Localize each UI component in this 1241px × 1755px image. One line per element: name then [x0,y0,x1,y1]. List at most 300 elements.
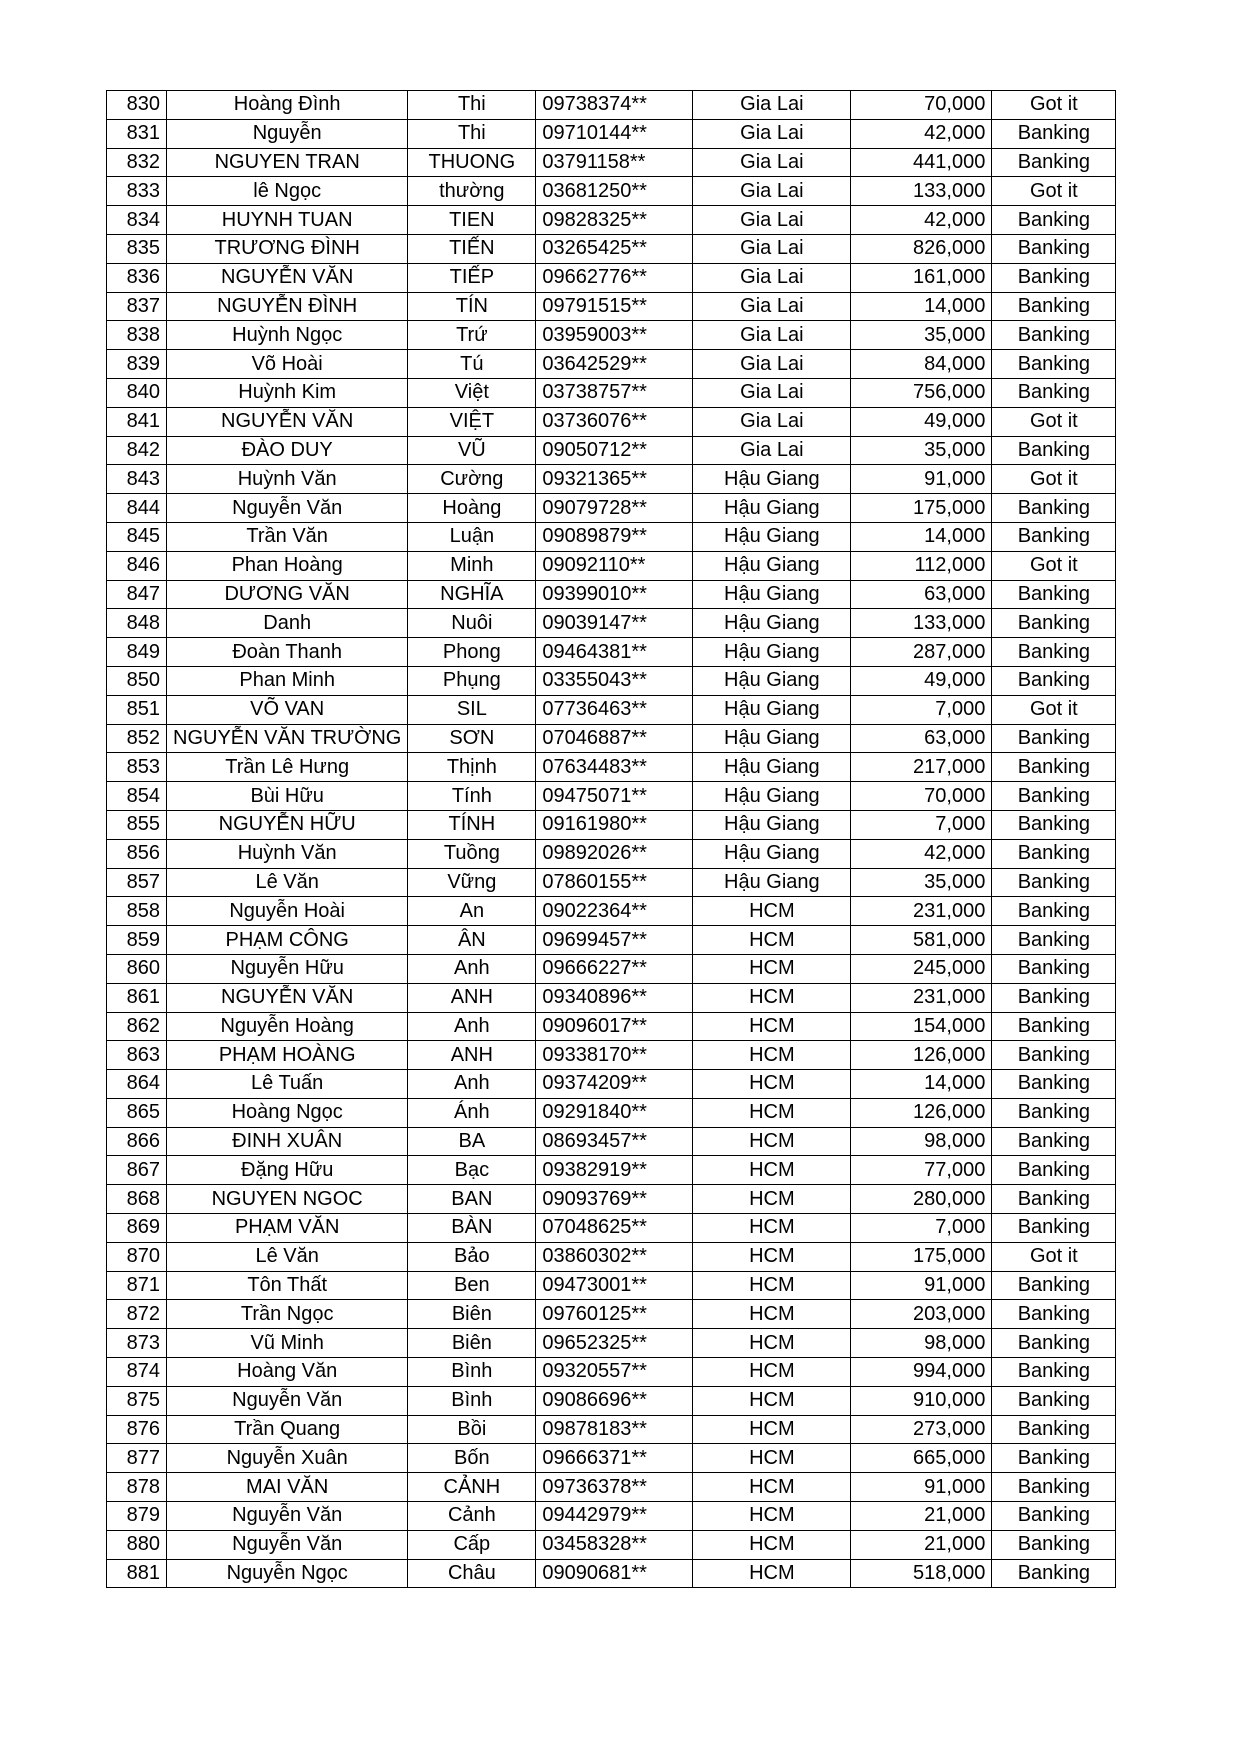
amount-cell: 91,000 [851,1271,992,1300]
last-name-cell: MAI VĂN [167,1473,408,1502]
amount-cell: 70,000 [851,782,992,811]
last-name-cell: Hoàng Văn [167,1358,408,1387]
amount-cell: 21,000 [851,1502,992,1531]
first-name-cell: Biên [408,1329,536,1358]
phone-cell: 09093769** [536,1185,693,1214]
phone-cell: 09090681** [536,1559,693,1588]
first-name-cell: Bình [408,1386,536,1415]
table-row [107,666,1116,695]
row-number: 863 [107,1041,167,1070]
amount-cell: 63,000 [851,724,992,753]
row-number: 860 [107,954,167,983]
amount-cell: 7,000 [851,810,992,839]
phone-cell: 09022364** [536,897,693,926]
first-name-cell: Tuồng [408,839,536,868]
table-row [107,494,1116,523]
first-name-cell: VIỆT [408,407,536,436]
phone-cell: 09096017** [536,1012,693,1041]
amount-cell: 7,000 [851,1214,992,1243]
last-name-cell: TRƯƠNG ĐÌNH [167,234,408,263]
payment-method-cell: Banking [992,148,1116,177]
amount-cell: 203,000 [851,1300,992,1329]
province-cell: HCM [693,1070,851,1099]
province-cell: HCM [693,1530,851,1559]
last-name-cell: Nguyễn Ngọc [167,1559,408,1588]
payment-method-cell: Banking [992,1329,1116,1358]
province-cell: Hậu Giang [693,695,851,724]
table-row [107,321,1116,350]
amount-cell: 98,000 [851,1329,992,1358]
last-name-cell: Hoàng Đình [167,91,408,120]
province-cell: Gia Lai [693,407,851,436]
payment-method-cell: Banking [992,1271,1116,1300]
phone-cell: 03681250** [536,177,693,206]
last-name-cell: Lê Văn [167,868,408,897]
table-row [107,1214,1116,1243]
row-number: 831 [107,119,167,148]
payment-method-cell: Got it [992,1242,1116,1271]
payment-method-cell: Banking [992,1127,1116,1156]
amount-cell: 441,000 [851,148,992,177]
amount-cell: 175,000 [851,494,992,523]
first-name-cell: ÂN [408,926,536,955]
table-row [107,1300,1116,1329]
last-name-cell: VÕ VAN [167,695,408,724]
first-name-cell: Luận [408,522,536,551]
first-name-cell: Anh [408,1012,536,1041]
first-name-cell: Bốn [408,1444,536,1473]
phone-cell: 09039147** [536,609,693,638]
row-number: 845 [107,522,167,551]
table-row [107,1358,1116,1387]
amount-cell: 287,000 [851,638,992,667]
payment-method-cell: Banking [992,522,1116,551]
last-name-cell: DƯƠNG VĂN [167,580,408,609]
last-name-cell: Nguyễn Hoài [167,897,408,926]
province-cell: HCM [693,1358,851,1387]
payment-method-cell: Banking [992,321,1116,350]
row-number: 833 [107,177,167,206]
first-name-cell: Ben [408,1271,536,1300]
amount-cell: 154,000 [851,1012,992,1041]
amount-cell: 14,000 [851,292,992,321]
payment-method-cell: Banking [992,263,1116,292]
last-name-cell: NGUYỄN ĐÌNH [167,292,408,321]
last-name-cell: Nguyễn Văn [167,1530,408,1559]
phone-cell: 07736463** [536,695,693,724]
table-body [107,91,1116,1588]
last-name-cell: Đặng Hữu [167,1156,408,1185]
payment-method-cell: Banking [992,954,1116,983]
row-number: 830 [107,91,167,120]
first-name-cell: ANH [408,983,536,1012]
amount-cell: 70,000 [851,91,992,120]
first-name-cell: SƠN [408,724,536,753]
table-row [107,839,1116,868]
amount-cell: 280,000 [851,1185,992,1214]
table-row [107,983,1116,1012]
last-name-cell: Nguyễn Xuân [167,1444,408,1473]
phone-cell: 09710144** [536,119,693,148]
payment-method-cell: Banking [992,1473,1116,1502]
row-number: 874 [107,1358,167,1387]
table-row [107,148,1116,177]
payment-method-cell: Banking [992,1214,1116,1243]
amount-cell: 112,000 [851,551,992,580]
province-cell: HCM [693,1012,851,1041]
table-row [107,522,1116,551]
last-name-cell: PHẠM CÔNG [167,926,408,955]
first-name-cell: BÀN [408,1214,536,1243]
payment-method-cell: Banking [992,810,1116,839]
first-name-cell: ANH [408,1041,536,1070]
amount-cell: 91,000 [851,1473,992,1502]
table-row [107,897,1116,926]
last-name-cell: Huỳnh Văn [167,839,408,868]
province-cell: HCM [693,1300,851,1329]
payment-method-cell: Banking [992,580,1116,609]
province-cell: Hậu Giang [693,868,851,897]
payment-method-cell: Got it [992,551,1116,580]
first-name-cell: Phong [408,638,536,667]
table-row [107,753,1116,782]
payment-method-cell: Banking [992,1300,1116,1329]
phone-cell: 09320557** [536,1358,693,1387]
phone-cell: 09340896** [536,983,693,1012]
province-cell: Gia Lai [693,436,851,465]
phone-cell: 09828325** [536,206,693,235]
first-name-cell: Minh [408,551,536,580]
payment-method-cell: Banking [992,1098,1116,1127]
row-number: 848 [107,609,167,638]
province-cell: Gia Lai [693,148,851,177]
amount-cell: 910,000 [851,1386,992,1415]
row-number: 838 [107,321,167,350]
phone-cell: 08693457** [536,1127,693,1156]
table-row [107,782,1116,811]
row-number: 865 [107,1098,167,1127]
table-row [107,810,1116,839]
payment-method-cell: Got it [992,177,1116,206]
payment-method-cell: Banking [992,897,1116,926]
province-cell: HCM [693,926,851,955]
amount-cell: 994,000 [851,1358,992,1387]
first-name-cell: Thịnh [408,753,536,782]
amount-cell: 217,000 [851,753,992,782]
row-number: 852 [107,724,167,753]
last-name-cell: Nguyễn Hữu [167,954,408,983]
phone-cell: 09374209** [536,1070,693,1099]
row-number: 843 [107,465,167,494]
phone-cell: 09892026** [536,839,693,868]
amount-cell: 42,000 [851,839,992,868]
row-number: 859 [107,926,167,955]
amount-cell: 91,000 [851,465,992,494]
amount-cell: 98,000 [851,1127,992,1156]
phone-cell: 09738374** [536,91,693,120]
first-name-cell: Phụng [408,666,536,695]
last-name-cell: NGUYỄN VĂN [167,983,408,1012]
phone-cell: 07048625** [536,1214,693,1243]
first-name-cell: Cường [408,465,536,494]
amount-cell: 665,000 [851,1444,992,1473]
amount-cell: 175,000 [851,1242,992,1271]
last-name-cell: ĐINH XUÂN [167,1127,408,1156]
phone-cell: 09760125** [536,1300,693,1329]
amount-cell: 245,000 [851,954,992,983]
province-cell: Gia Lai [693,91,851,120]
province-cell: HCM [693,1214,851,1243]
payment-method-cell: Banking [992,638,1116,667]
province-cell: HCM [693,1502,851,1531]
province-cell: HCM [693,1041,851,1070]
row-number: 876 [107,1415,167,1444]
phone-cell: 07046887** [536,724,693,753]
payment-method-cell: Banking [992,724,1116,753]
first-name-cell: Bình [408,1358,536,1387]
row-number: 836 [107,263,167,292]
row-number: 869 [107,1214,167,1243]
first-name-cell: Châu [408,1559,536,1588]
table-row [107,350,1116,379]
table-row [107,1271,1116,1300]
row-number: 839 [107,350,167,379]
table-row [107,1502,1116,1531]
payment-method-cell: Banking [992,1559,1116,1588]
payment-method-cell: Banking [992,666,1116,695]
payment-method-cell: Banking [992,839,1116,868]
table-row [107,638,1116,667]
phone-cell: 03860302** [536,1242,693,1271]
first-name-cell: thường [408,177,536,206]
province-cell: Hậu Giang [693,609,851,638]
amount-cell: 133,000 [851,177,992,206]
row-number: 834 [107,206,167,235]
amount-cell: 63,000 [851,580,992,609]
payment-method-cell: Got it [992,91,1116,120]
phone-cell: 09338170** [536,1041,693,1070]
amount-cell: 77,000 [851,1156,992,1185]
row-number: 880 [107,1530,167,1559]
table-row [107,724,1116,753]
amount-cell: 35,000 [851,436,992,465]
first-name-cell: Việt [408,378,536,407]
table-row [107,292,1116,321]
amount-cell: 826,000 [851,234,992,263]
row-number: 881 [107,1559,167,1588]
first-name-cell: TIẾP [408,263,536,292]
amount-cell: 133,000 [851,609,992,638]
province-cell: Hậu Giang [693,580,851,609]
payment-method-cell: Banking [992,436,1116,465]
phone-cell: 09791515** [536,292,693,321]
last-name-cell: Phan Hoàng [167,551,408,580]
payment-method-cell: Got it [992,695,1116,724]
last-name-cell: Danh [167,609,408,638]
table-row [107,1156,1116,1185]
last-name-cell: Trần Ngọc [167,1300,408,1329]
amount-cell: 42,000 [851,119,992,148]
phone-cell: 03265425** [536,234,693,263]
phone-cell: 09666227** [536,954,693,983]
table-row [107,436,1116,465]
province-cell: Gia Lai [693,263,851,292]
phone-cell: 03791158** [536,148,693,177]
last-name-cell: Huỳnh Kim [167,378,408,407]
last-name-cell: Phan Minh [167,666,408,695]
row-number: 877 [107,1444,167,1473]
last-name-cell: HUYNH TUAN [167,206,408,235]
phone-cell: 09652325** [536,1329,693,1358]
row-number: 832 [107,148,167,177]
amount-cell: 126,000 [851,1098,992,1127]
last-name-cell: Võ Hoài [167,350,408,379]
phone-cell: 09086696** [536,1386,693,1415]
row-number: 847 [107,580,167,609]
row-number: 853 [107,753,167,782]
province-cell: Gia Lai [693,292,851,321]
payment-method-cell: Banking [992,206,1116,235]
phone-cell: 09699457** [536,926,693,955]
table-row [107,551,1116,580]
row-number: 873 [107,1329,167,1358]
first-name-cell: Trứ [408,321,536,350]
amount-cell: 14,000 [851,1070,992,1099]
last-name-cell: NGUYỄN VĂN TRƯỜNG [167,724,408,753]
phone-cell: 09399010** [536,580,693,609]
row-number: 875 [107,1386,167,1415]
table-row [107,465,1116,494]
province-cell: Hậu Giang [693,666,851,695]
row-number: 844 [107,494,167,523]
first-name-cell: Cấp [408,1530,536,1559]
payment-method-cell: Banking [992,1156,1116,1185]
first-name-cell: Hoàng [408,494,536,523]
amount-cell: 126,000 [851,1041,992,1070]
first-name-cell: BAN [408,1185,536,1214]
row-number: 857 [107,868,167,897]
table-row [107,177,1116,206]
row-number: 858 [107,897,167,926]
province-cell: Gia Lai [693,350,851,379]
province-cell: HCM [693,1098,851,1127]
last-name-cell: NGUYỄN VĂN [167,407,408,436]
last-name-cell: PHẠM VĂN [167,1214,408,1243]
phone-cell: 09079728** [536,494,693,523]
phone-cell: 09382919** [536,1156,693,1185]
last-name-cell: NGUYỄN VĂN [167,263,408,292]
phone-cell: 07634483** [536,753,693,782]
first-name-cell: TÍN [408,292,536,321]
amount-cell: 49,000 [851,666,992,695]
payment-method-cell: Got it [992,465,1116,494]
table-row [107,407,1116,436]
payment-method-cell: Got it [992,407,1116,436]
payment-method-cell: Banking [992,1012,1116,1041]
amount-cell: 14,000 [851,522,992,551]
province-cell: HCM [693,1559,851,1588]
last-name-cell: Bùi Hữu [167,782,408,811]
province-cell: Hậu Giang [693,638,851,667]
province-cell: Hậu Giang [693,839,851,868]
province-cell: Hậu Giang [693,522,851,551]
payment-method-cell: Banking [992,1415,1116,1444]
last-name-cell: ĐÀO DUY [167,436,408,465]
last-name-cell: Nguyễn Văn [167,1386,408,1415]
phone-cell: 09291840** [536,1098,693,1127]
first-name-cell: TÍNH [408,810,536,839]
phone-cell: 09161980** [536,810,693,839]
table-row [107,1329,1116,1358]
phone-cell: 09736378** [536,1473,693,1502]
payment-method-cell: Banking [992,1185,1116,1214]
row-number: 840 [107,378,167,407]
first-name-cell: VŨ [408,436,536,465]
province-cell: Gia Lai [693,234,851,263]
last-name-cell: Trần Quang [167,1415,408,1444]
first-name-cell: An [408,897,536,926]
row-number: 841 [107,407,167,436]
table-row [107,1242,1116,1271]
province-cell: Hậu Giang [693,810,851,839]
table-row [107,1012,1116,1041]
first-name-cell: Tính [408,782,536,811]
row-number: 867 [107,1156,167,1185]
row-number: 846 [107,551,167,580]
first-name-cell: Bồi [408,1415,536,1444]
table-row [107,206,1116,235]
last-name-cell: Lê Tuấn [167,1070,408,1099]
province-cell: Hậu Giang [693,782,851,811]
province-cell: HCM [693,1127,851,1156]
payment-method-cell: Banking [992,926,1116,955]
payment-method-cell: Banking [992,753,1116,782]
last-name-cell: Nguyễn Văn [167,494,408,523]
row-number: 854 [107,782,167,811]
province-cell: Gia Lai [693,177,851,206]
last-name-cell: lê Ngọc [167,177,408,206]
amount-cell: 49,000 [851,407,992,436]
payment-method-cell: Banking [992,494,1116,523]
province-cell: Gia Lai [693,206,851,235]
phone-cell: 07860155** [536,868,693,897]
phone-cell: 03738757** [536,378,693,407]
last-name-cell: Nguyễn Hoàng [167,1012,408,1041]
table-row [107,91,1116,120]
payment-method-cell: Banking [992,119,1116,148]
amount-cell: 7,000 [851,695,992,724]
payment-method-cell: Banking [992,350,1116,379]
province-cell: HCM [693,1156,851,1185]
province-cell: HCM [693,897,851,926]
last-name-cell: Đoàn Thanh [167,638,408,667]
phone-cell: 09050712** [536,436,693,465]
province-cell: HCM [693,1242,851,1271]
payment-method-cell: Banking [992,1444,1116,1473]
last-name-cell: Hoàng Ngọc [167,1098,408,1127]
table-row [107,1415,1116,1444]
amount-cell: 581,000 [851,926,992,955]
last-name-cell: Nguyễn [167,119,408,148]
first-name-cell: TIẾN [408,234,536,263]
payment-method-cell: Banking [992,1386,1116,1415]
province-cell: Gia Lai [693,321,851,350]
payment-method-cell: Banking [992,609,1116,638]
first-name-cell: Biên [408,1300,536,1329]
phone-cell: 09321365** [536,465,693,494]
amount-cell: 273,000 [851,1415,992,1444]
table-row [107,1185,1116,1214]
